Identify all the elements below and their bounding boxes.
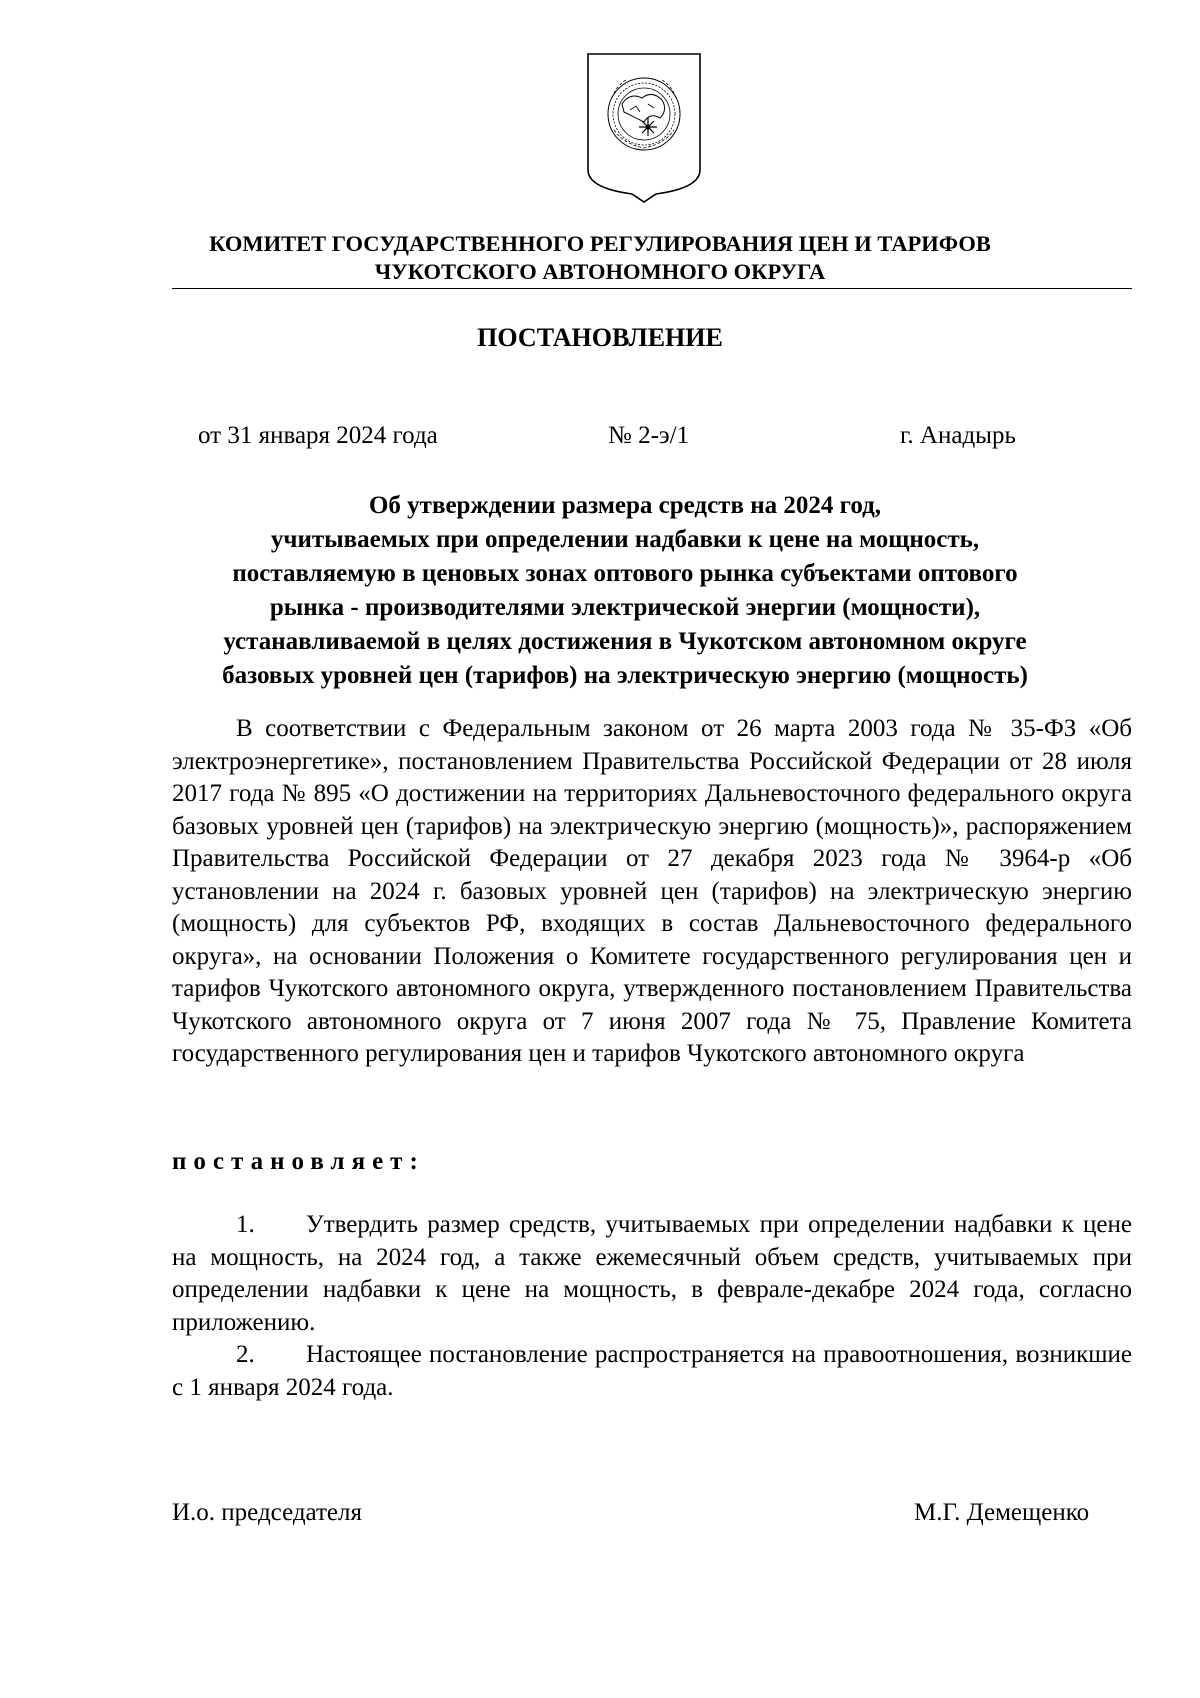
chukotka-coat-of-arms-icon: [586, 52, 702, 204]
item-text: Настоящее постановление распространяется на правоотношения, возникшие с 1 января 2024 года.: [172, 1341, 1132, 1401]
item-text: Утвердить размер средств, учитываемых при определении надбавки к цене на мощность, на 2024 год, а также ежемесячный объем средств, учитываемых при определении надбавки к цене на мощность, в феврале-декабре 2024 года, согласно приложению.: [172, 1211, 1132, 1336]
document-subject: [150, 489, 1100, 693]
item-number: 2.: [236, 1341, 255, 1368]
subject-line: учитываемых при определении надбавки к цене на мощность,: [270, 526, 980, 553]
resolution-item: [172, 1209, 1132, 1339]
resolution-items: [172, 1209, 1132, 1404]
subject-line: базовых уровней цен (тарифов) на электрическую энергию (мощность): [222, 662, 1028, 689]
resolution-item: [172, 1339, 1132, 1404]
org-name-line-2: ЧУКОТСКОГО АВТОНОМНОГО ОКРУГА: [374, 259, 826, 284]
document-number: № 2-э/1: [608, 422, 690, 449]
signatory-position: И.о. председателя: [172, 1499, 363, 1526]
org-name-line-1: КОМИТЕТ ГОСУДАРСТВЕННОГО РЕГУЛИРОВАНИЯ ЦЕН И ТАРИФОВ: [209, 231, 991, 256]
subject-line: Об утверждении размера средств на 2024 год,: [368, 492, 882, 519]
preamble-paragraph: В соответствии с Федеральным законом от 26 марта 2003 года № 35-ФЗ «Об электроэнергетике», постановлением Правительства Российской Федерации от 28 июля 2017 года № 895 «О достижении на территориях Дальневосточного федерального округа базовых уровней цен (тарифов) на электрическую энергию (мощность)», распоряжением Правительства Российской Федерации от 27 декабря 2023 года № 3964-р «Об установлении на 2024 г. базовых уровней цен (тарифов) на электрическую энергию (мощность) для субъектов РФ, входящих в состав Дальневосточного федерального округа», на основании Положения о Комитете государственного регулирования цен и тарифов Чукотского автономного округа, утвержденного постановлением Правительства Чукотского автономного округа от 7 июня 2007 года № 75, Правление Комитета государственного регулирования цен и тарифов Чукотского автономного округа: [172, 715, 1132, 1067]
header-divider: [172, 288, 1132, 289]
subject-line: рынка - производителями электрической энергии (мощности),: [269, 594, 981, 621]
resolves-keyword: постановляет:: [172, 1148, 425, 1175]
item-number: 1.: [236, 1211, 255, 1238]
signatory-name: М.Г. Демещенко: [914, 1499, 1090, 1526]
preamble-section: [172, 713, 1132, 1071]
subject-line: поставляемую в ценовых зонах оптового рынка субъектами оптового: [232, 560, 1018, 587]
document-date: от 31 января 2024 года: [198, 422, 438, 449]
subject-line: устанавливаемой в целях достижения в Чукотском автономном округе: [223, 628, 1027, 655]
document-city: г. Анадырь: [900, 422, 1016, 449]
document-type-title: ПОСТАНОВЛЕНИЕ: [477, 323, 723, 352]
